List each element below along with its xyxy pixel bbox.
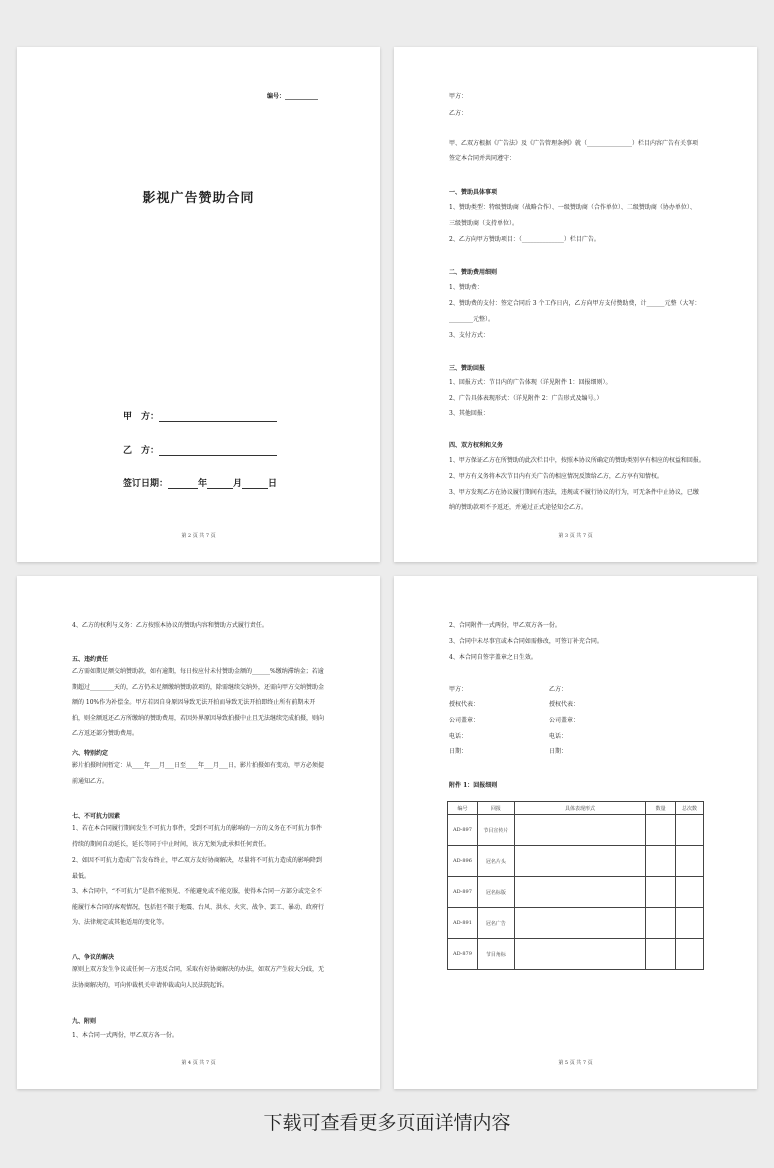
signature-label: 公司盖章：	[549, 717, 580, 724]
party-b-line: 乙方：	[449, 110, 468, 117]
signature-label: 授权代表：	[549, 701, 580, 708]
table-header-row	[448, 802, 704, 815]
table-cell	[646, 877, 676, 908]
table-cell: 节目角标	[477, 939, 514, 970]
clause-text: 三级赞助商（支持单位）。	[449, 220, 519, 227]
signature-label: 甲方：	[449, 686, 468, 693]
section-heading: 三、赞助回报	[449, 365, 486, 372]
table-cell	[514, 939, 645, 970]
table-header-cell: 回报	[477, 802, 514, 815]
table-cell: 冠名标版	[477, 877, 514, 908]
clause-paragraph: 乙方需如期足额交纳赞助款，如有逾期，每日按应付未付赞助金额的______%缴纳滞纳金；若逾期超过________天的，乙方仍未足额缴纳赞助款项的，除需继续交纳外，还需向甲方交纳赞助金额的 10%作为补偿金。甲方若因自身原因导致无法开拍而导致无法开拍即终止所有前期未开拍，则全额返还乙方所缴纳的赞助费用，若因外界原因导致拍摄中止且无法继续完成拍摄，则向乙方返还部分赞助费用。	[72, 668, 325, 737]
preamble-line-2: 签定本合同并共同遵守：	[449, 155, 516, 162]
table-cell	[646, 815, 676, 846]
signature-label: 日期：	[549, 748, 568, 755]
table-header-cell: 总次数	[676, 802, 704, 815]
party-b-field	[123, 443, 277, 456]
table-cell	[676, 877, 704, 908]
section-heading: 八、争议的解决	[72, 954, 115, 961]
clause-text: 2、广告具体表现形式：（详见附件 2：广告形式及编号。）	[449, 395, 603, 402]
table-header-cell: 具体表现形式	[514, 802, 645, 815]
sign-date-field	[123, 476, 277, 489]
clause-paragraph: 3、本合同中，“不可抗力”是指不能预见、不能避免或不能克服，使得本合同一方部分或完全不能履行本合同的客观情况，包括但不限于地震、台风、洪水、火灾、战争、罢工、暴动、政府行为、法律规定或其他适用的变化等。	[72, 888, 325, 926]
table-cell: 节目宣传片	[477, 815, 514, 846]
clause-text: 1、赞助类型：特级赞助商（战略合作）、一级赞助商（合作单位）、二级赞助商（协办单位）、	[449, 204, 696, 211]
page-number: 第 2 页 共 7 页	[181, 533, 216, 539]
table-cell: 冠名广告	[477, 908, 514, 939]
signature-label: 电话：	[549, 733, 568, 740]
table-row	[448, 939, 704, 970]
contract-title: 影视广告赞助合同	[142, 191, 255, 206]
table-row	[448, 877, 704, 908]
contract-page-cover	[17, 47, 380, 562]
table-cell	[646, 908, 676, 939]
page-number: 第 5 页 共 7 页	[558, 1060, 593, 1066]
contract-page-3	[17, 576, 380, 1089]
clause-text: 纳的赞助款项不予返还，并通过正式途径知会乙方。	[449, 504, 588, 511]
clause-text: ________元整）。	[449, 316, 495, 323]
page-number: 第 4 页 共 7 页	[181, 1060, 216, 1066]
clause-paragraph: 1、若在本合同履行期间发生不可抗力事件，受到不可抗力的影响的一方的义务在不可抗力事件持续的期间自动延长，延长等同于中止时间，该方无须为此承担任何责任。	[72, 825, 322, 848]
table-row	[448, 815, 704, 846]
table-row	[448, 846, 704, 877]
party-a-field	[123, 409, 277, 422]
clause-text: 2、赞助费的支付：签定合同后 3 个工作日内，乙方向甲方支付赞助费，计______元整（大写：	[449, 300, 701, 307]
table-cell	[676, 846, 704, 877]
table-cell: AD-896	[448, 846, 478, 877]
signature-label: 乙方：	[549, 686, 568, 693]
clause-text: 2、乙方向甲方赞助项目：（______________）栏目广告。	[449, 236, 600, 243]
clause-text: 1、回报方式：节目内的广告体现（详见附件 1：回报细则）。	[449, 379, 612, 386]
attachment-table	[447, 801, 704, 970]
clause-text: 1、赞助费：	[449, 284, 483, 291]
table-row	[448, 908, 704, 939]
table-cell: AD-879	[448, 939, 478, 970]
clause-text: 3、合同中未尽事宜或本合同如需修改，可签订补充合同。	[449, 638, 603, 645]
section-heading: 五、违约责任	[72, 656, 109, 663]
clause-text: 3、支付方式：	[449, 332, 489, 339]
party-a-label: 甲 方：	[123, 412, 160, 422]
preamble-line-1: 甲、乙双方根据《广告法》及《广告管理条例》就（_______________）栏目内容广告有关事项	[449, 140, 699, 147]
clause-paragraph: 影片拍摄时间暂定：从____年___月___日至____年___月___日，影片拍摄如有变动，甲方必须提前通知乙方。	[72, 762, 325, 785]
clause-text: 2、合同附件一式两份，甲乙双方各一份。	[449, 622, 561, 629]
table-cell	[514, 877, 645, 908]
date-month-label: 月	[233, 479, 243, 489]
section-heading: 六、特别约定	[72, 750, 109, 757]
contract-page-4	[394, 576, 757, 1089]
section-heading: 一、赞助具体事项	[449, 189, 498, 196]
table-cell	[514, 908, 645, 939]
table-cell	[514, 846, 645, 877]
clause-text: 3、甲方发现乙方在协议履行期间有违法，违规或不履行协议的行为，可无条件中止协议，已缴	[449, 489, 699, 496]
table-cell	[514, 815, 645, 846]
contract-number-label: 编号：___________	[267, 93, 319, 100]
table-header-cell: 数量	[646, 802, 676, 815]
clause-text: 1、甲方保证乙方在所赞助的此次栏目中，按照本协议所确定的赞助类别享有相应的权益和回报。	[449, 457, 705, 464]
clause-paragraph: 原则上双方发生争议或任何一方违反合同，采取有好协商解决的办法，如双方产生较大分歧，无法协商解决的，可向仲裁机关申请仲裁或向人民法院起诉。	[72, 966, 325, 989]
section-heading: 九、附则	[72, 1018, 97, 1025]
table-cell: AD-891	[448, 908, 478, 939]
table-cell	[646, 846, 676, 877]
signature-label: 授权代表：	[449, 701, 480, 708]
section-heading: 四、双方权利和义务	[449, 442, 504, 449]
download-more-caption[interactable]: 下载可查看更多页面详情内容	[263, 1112, 511, 1134]
party-a-line: 甲方：	[449, 93, 468, 100]
table-cell	[646, 939, 676, 970]
clause-text: 4、本合同自签字盖章之日生效。	[449, 654, 537, 661]
clause-text: 4、乙方的权利与义务：乙方按照本协议的赞助内容和赞助方式履行责任。	[72, 622, 268, 629]
clause-text: 3、其他回报：	[449, 410, 489, 417]
signature-label: 公司盖章：	[449, 717, 480, 724]
clause-text: 1、本合同一式两份，甲乙双方各一份。	[72, 1032, 178, 1039]
section-heading: 七、不可抗力因素	[72, 813, 121, 820]
clause-text: 2、甲方有义务将本次节目内有关广告的相应情况反馈给乙方，乙方享有知情权。	[449, 473, 663, 480]
table-cell: 冠名片头	[477, 846, 514, 877]
table-cell	[676, 815, 704, 846]
table-cell	[676, 908, 704, 939]
date-day-label: 日	[268, 479, 278, 489]
table-cell: AD-897	[448, 877, 478, 908]
table-header-cell: 编号	[448, 802, 478, 815]
signature-label: 日期：	[449, 748, 468, 755]
attachment-title: 附件 1：回报细则	[449, 782, 498, 789]
contract-page-2	[394, 47, 757, 562]
sign-date-label: 签订日期：	[123, 479, 169, 489]
table-cell	[676, 939, 704, 970]
section-heading: 二、赞助费用细则	[449, 269, 498, 276]
table-cell: AD-897	[448, 815, 478, 846]
page-number: 第 3 页 共 7 页	[558, 533, 593, 539]
date-year-label: 年	[198, 479, 208, 489]
clause-paragraph: 2、如因不可抗力造成广告发布终止，甲乙双方友好协商解决，尽量将不可抗力造成的影响降到最低。	[72, 857, 322, 880]
signature-label: 电话：	[449, 733, 468, 740]
party-b-label: 乙 方：	[123, 446, 160, 456]
